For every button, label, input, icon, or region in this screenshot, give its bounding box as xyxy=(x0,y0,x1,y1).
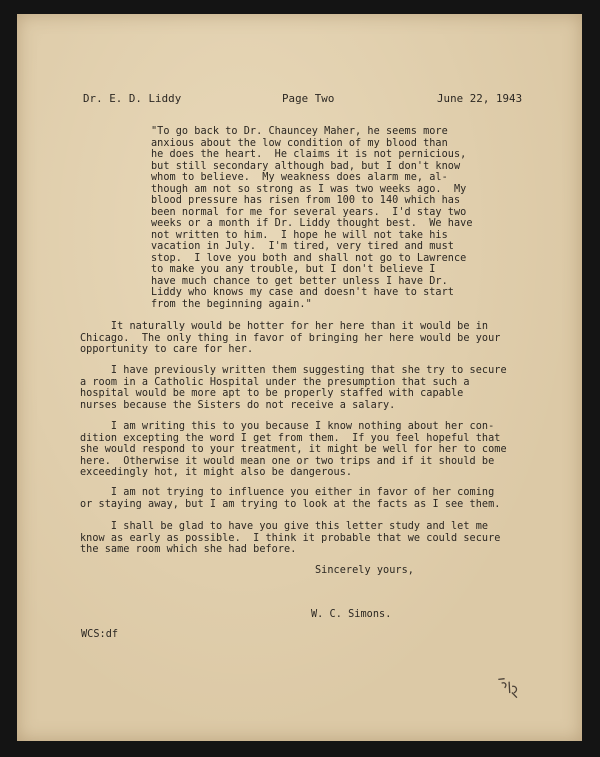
letter-page xyxy=(17,14,582,741)
quote-line: vacation in July. I'm tired, very tired and must xyxy=(151,241,454,252)
quote-line: but still secondary although bad, but I don't know xyxy=(151,160,461,172)
quote-line: from the beginning again." xyxy=(151,298,312,310)
quote-line: he does the heart. He claims it is not pernicious, xyxy=(151,149,467,160)
quote-line: stop. I love you both and shall not go to Lawrence xyxy=(151,252,467,264)
letter-date: June 22, 1943 xyxy=(437,92,523,105)
body-line: I am not trying to influence you either in favor of her coming xyxy=(80,487,495,498)
body-line: know as early as possible. I think it probable that we could secure xyxy=(80,532,501,544)
body-line: Chicago. The only thing in favor of bringing her here would be your xyxy=(80,332,501,344)
body-line: It naturally would be hotter for her here than it would be in xyxy=(80,321,489,332)
body-line: I have previously written them suggesting that she try to secure xyxy=(80,365,507,376)
quote-line: blood pressure has risen from 100 to 140 which has xyxy=(151,195,461,206)
body-line: a room in a Catholic Hospital under the presumption that such a xyxy=(80,376,470,388)
body-line: the same room which she had before. xyxy=(80,544,297,555)
body-line: here. Otherwise it would mean one or two trips and if it should be xyxy=(80,455,495,467)
quote-line: been normal for me for several years. I'd stay two xyxy=(151,206,467,218)
quote-line: though am not so strong as I was two weeks ago. My xyxy=(151,183,467,195)
quote-line: to make you any trouble, but I don't believe I xyxy=(151,264,436,275)
body-line: or staying away, but I am trying to look at the facts as I see them. xyxy=(80,498,501,510)
quote-line: whom to believe. My weakness does alarm me, al- xyxy=(151,172,448,183)
quote-line: weeks or a month if Dr. Liddy thought best. We have xyxy=(151,218,473,229)
ink-mark-icon xyxy=(493,673,527,701)
body-line: hospital would be more apt to be properly staffed with capable xyxy=(80,388,464,399)
signature: W. C. Simons. xyxy=(311,609,392,620)
body-line: dition excepting the word I get from them. If you feel hopeful that xyxy=(80,432,501,444)
typist-initials: WCS:df xyxy=(81,629,119,640)
quote-line: "To go back to Dr. Chauncey Maher, he seems more xyxy=(151,126,448,137)
body-line: I am writing this to you because I know nothing about her con- xyxy=(80,421,495,432)
quote-line: not written to him. I hope he will not take his xyxy=(151,229,448,241)
recipient-line: Dr. E. D. Liddy xyxy=(83,92,182,105)
body-line: exceedingly hot, it might also be dangerous. xyxy=(80,467,353,478)
quote-line: have much chance to get better unless I have Dr. xyxy=(151,275,448,287)
page-number: Page Two xyxy=(282,92,335,105)
body-line: she would respond to your treatment, it might be well for her to come xyxy=(80,444,507,455)
quote-line: anxious about the low condition of my blood than xyxy=(151,137,448,149)
body-line: nurses because the Sisters do not receive a salary. xyxy=(80,399,396,411)
body-line: I shall be glad to have you give this letter study and let me xyxy=(80,521,489,532)
quote-line: Liddy who knows my case and doesn't have to start xyxy=(151,287,454,298)
body-line: opportunity to care for her. xyxy=(80,344,254,355)
closing: Sincerely yours, xyxy=(315,565,414,576)
